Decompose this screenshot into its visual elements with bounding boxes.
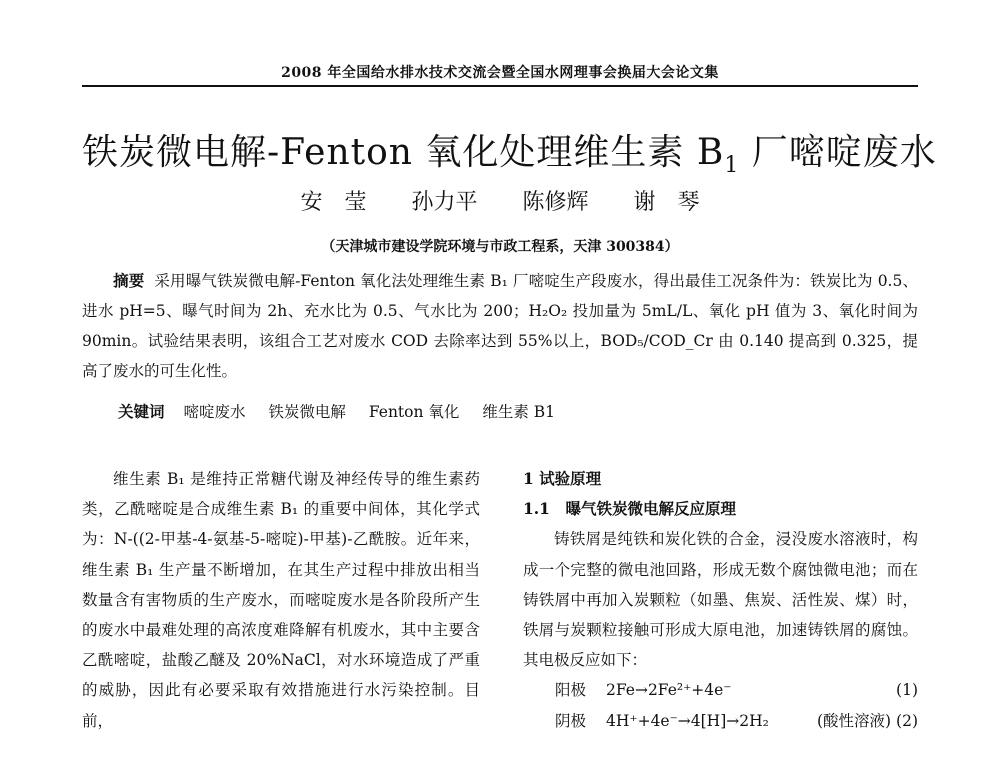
title-main: 铁炭微电解-Fenton 氧化处理维生素 B (82, 132, 725, 173)
equation-label: 阴极 (555, 711, 587, 730)
keyword: 铁炭微电解 (268, 403, 346, 421)
equation-note: (酸性溶液) (816, 711, 892, 730)
paper-title (82, 124, 937, 179)
keywords-label: 关键词 (118, 402, 165, 421)
author: 陈修辉 (522, 190, 589, 215)
abstract-text: 采用曝气铁炭微电解-Fenton 氧化法处理维生素 B₁ 厂嘧啶生产段废水，得出最佳工况条件为：铁炭比为 0.5、进水 pH=5、曝气时间为 2h、充水比为 0.5、气水比为 200；H₂O₂ 投加量为 5mL/L、氧化 pH 值为 3、氧化时间为 90min。试验结果表明，该组合工艺对废水 COD 去除率达到 55%以上，BOD₅/COD_Cr 由 0.140 提高到 0.325，提高了废水的可生化性。 (82, 272, 918, 380)
title-tail: 厂嘧啶废水 (739, 132, 937, 173)
equation-formula: 2Fe→2Fe²⁺+4e⁻ (606, 681, 732, 700)
section-heading: 1 试验原理 (523, 469, 602, 488)
keywords (118, 400, 573, 422)
body-paragraph: 维生素 B₁ 是维持正常糖代谢及神经传导的维生素药类，乙酰嘧啶是合成维生素 B₁ 的重要中间体，其化学式为：N-((2-甲基-4-氨基-5-嘧啶)-甲基)-乙酰胺。近年来，维生素 B₁ 生产量不断增加，在其生产过程中排放出相当数量含有害物质的生产废水，而嘧啶废水是各阶段所产生的废水中最难处理的高浓度难降解有机废水，其中主要含乙酰嘧啶，盐酸乙醚及 20%NaCl，对水环境造成了严重的威胁，因此有必要采取有效措施进行水污染控制。目前， (82, 470, 480, 730)
equation-formula: 4H⁺+4e⁻→4[H]→2H₂ (606, 711, 769, 730)
affiliation: （天津城市建设学院环境与市政工程系，天津 300384） (321, 239, 679, 255)
subsection-heading: 1.1 曝气铁炭微电解反应原理 (523, 499, 736, 519)
title-subscript: 1 (724, 153, 740, 179)
equation-number: (2) (896, 711, 918, 730)
author: 安 莹 (300, 190, 367, 215)
equation-number: (1) (896, 681, 918, 700)
left-column (82, 464, 480, 736)
keyword: 维生素 B1 (482, 403, 556, 421)
keyword: 嘧啶废水 (183, 403, 246, 421)
body-paragraph: 铸铁屑是纯铁和炭化铁的合金，浸没废水溶液时，构成一个完整的微电池回路，形成无数个腐蚀微电池；而在铸铁屑中再加入炭颗粒（如墨、焦炭、活性炭、煤）时，铁屑与炭颗粒接触可形成大原电池，加速铸铁屑的腐蚀。其电极反应如下： (523, 530, 918, 670)
right-column (523, 464, 918, 736)
header-rule (82, 85, 918, 87)
keyword: Fenton 氧化 (368, 403, 460, 421)
equation-1 (523, 675, 918, 705)
author-list (0, 185, 1000, 216)
running-head: 2008 年全国给水排水技术交流会暨全国水网理事会换届大会论文集 (281, 65, 719, 81)
abstract (82, 266, 918, 386)
author: 孙力平 (411, 190, 478, 215)
equation-2 (523, 706, 918, 736)
author: 谢 琴 (633, 190, 700, 215)
equation-label: 阳极 (555, 681, 587, 700)
abstract-label: 摘要 (113, 271, 145, 290)
